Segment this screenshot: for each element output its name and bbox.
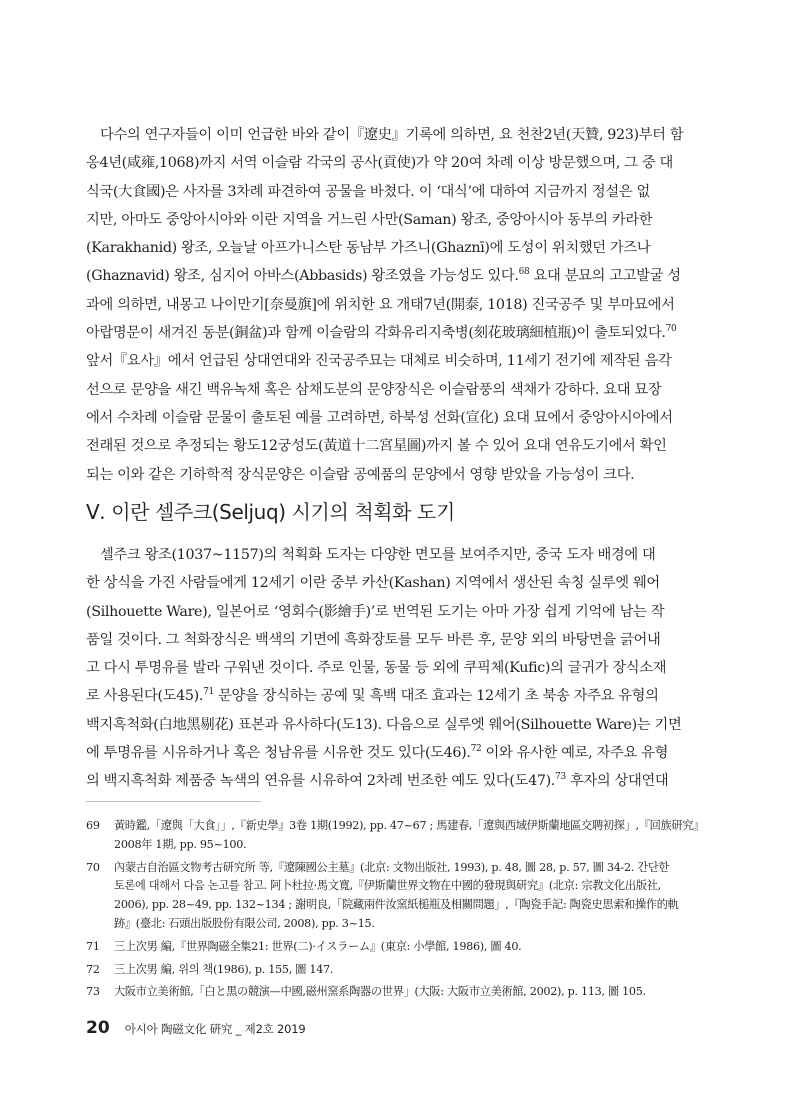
text-line: 고 다시 투명유를 발라 구워낸 것이다. 주로 인물, 동물 등 외에 쿠픽체(Kufic)의 글귀가 장식소재 (86, 660, 667, 677)
footnote-line: 黃時鑑,「遼與「大食」」,『新史學』3卷 1期(1992), pp. 47~67 ; 馬建春,「遼與西域伊斯蘭地區交聘初探」,『回族研究』 (114, 819, 705, 832)
footnote-ref-71[interactable]: 71 (203, 687, 214, 698)
text-segment: (Ghaznavid) 왕조, 심지어 아바스(Abbasids) 왕조였을 가능성도 있다. (86, 268, 519, 285)
footnote-line: 토론에 대해서 다음 논고를 참고. 阿卜杜拉·馬文寬,『伊斯蘭世界文物在中國的發現與研究』(北京: 宗教文化出版社, (114, 879, 661, 893)
footnote-number: 69 (86, 819, 100, 832)
footnote (86, 817, 716, 855)
footnote-line: 三上次男 編,『世界陶磁全集21: 世界(二)·イスラーム』(東京: 小學館, 1986), 圖 40. (114, 939, 522, 953)
footnote-line: 大阪市立美術館,「白と黒の競演—中國,磁州窯系陶器の世界」(大阪: 大阪市立美術館, 2002), p. 113, 圖 105. (114, 985, 646, 999)
text-line: 전래된 것으로 추정되는 황도12궁성도(黃道十二宮星圖)까지 볼 수 있어 요대 연유도기에서 확인 (86, 438, 667, 455)
text-line: 과에 의하면, 내몽고 나이만기[奈曼旗]에 위치한 요 개태7년(開泰, 1018) 진국공주 및 부마묘에서 (86, 296, 675, 313)
footnote (86, 938, 716, 957)
footnote-text (114, 961, 716, 980)
footnote-line: 三上次男 編, 위의 책(1986), p. 155, 圖 147. (114, 962, 334, 976)
page-footer (86, 1018, 306, 1038)
footnote-text (114, 859, 716, 934)
footnote-text (114, 817, 716, 855)
text-line (86, 319, 714, 347)
text-line (86, 682, 714, 710)
text-line: 지만, 아마도 중앙아시아와 이란 지역을 거느린 사만(Saman) 왕조, 중앙아시아 동부의 카라한 (86, 211, 653, 228)
footnote-line: 內蒙古自治區文物考古研究所 等,『遼陳國公主墓』(北京: 文物出版社, 1993), p. 48, 圖 28, p. 57, 圖 34-2. 간단한 (114, 860, 669, 874)
footnote (86, 983, 716, 1002)
text-line (86, 767, 714, 795)
journal-title: 아시아 陶磁文化 硏究 _ 제2호 2019 (124, 1022, 306, 1036)
footnote-text (114, 938, 716, 957)
footnote (86, 859, 716, 934)
footnote-number: 70 (86, 860, 100, 874)
text-line: 다수의 연구자들이 이미 언급한 바와 같이『遼史』기록에 의하면, 요 천찬2년(天贊, 923)부터 함 (100, 127, 684, 143)
body-paragraph-1 (86, 121, 714, 489)
footnote-ref-72[interactable]: 72 (470, 744, 482, 755)
text-line: (Karakhanid) 왕조, 오늘날 아프가니스탄 동남부 가즈니(Ghaznī)에 도성이 위치했던 가즈나 (86, 240, 651, 257)
footnote-line: 2008年 1期, pp. 95~100. (114, 837, 247, 851)
text-segment: 문양을 장식하는 공예 및 흑백 대조 효과는 12세기 초 북송 자주요 유형의 (213, 688, 659, 705)
footnotes (86, 817, 716, 1006)
footnote-number: 71 (86, 939, 100, 953)
body-paragraph-2 (86, 541, 714, 796)
text-line: 식국(大食國)은 사자를 3차례 파견하여 공물을 바쳤다. 이 ‘대식’에 대하여 지금까지 정설은 없 (86, 183, 650, 200)
text-line: 되는 이와 같은 기하학적 장식문양은 이슬람 공예품의 문양에서 영향 받았을 가능성이 크다. (86, 466, 635, 483)
text-segment: 아랍명문이 새겨진 동분(銅盆)과 함께 이슬람의 각화유리지축병(刻花玻璃細植瓶)이 출토되었다. (86, 325, 666, 342)
footnote-line: 2006), pp. 28~49, pp. 132~134 ; 謝明良,「院藏兩件汝窯紙槌瓶及相關問題」,『陶瓷手記: 陶瓷史思索和操作的軌 (114, 898, 679, 912)
section-heading: Ⅴ. 이란 셀주크(Seljuq) 시기의 척획화 도기 (86, 500, 455, 524)
footnote-text (114, 983, 716, 1002)
text-segment: 에 투명유를 시유하거나 혹은 청남유를 시유한 것도 있다(도46). (86, 745, 471, 762)
text-line: 옹4년(咸雍,1068)까지 서역 이슬람 각국의 공사(貢使)가 약 20여 차례 이상 방문했으며, 그 중 대 (86, 155, 674, 172)
text-line (86, 739, 714, 767)
text-segment: 의 백지흑척화 제품중 녹색의 연유를 시유하여 2차례 번조한 예도 있다(도47). (86, 773, 555, 790)
text-segment: 로 사용된다(도45). (86, 688, 204, 705)
text-line: 에서 수차례 이슬람 문물이 출토된 예를 고려하면, 하북성 선화(宣化) 요대 묘에서 중앙아시아에서 (86, 409, 673, 426)
page-number: 20 (86, 1018, 110, 1038)
footnote-ref-70[interactable]: 70 (665, 324, 677, 335)
text-line: 한 상식을 가진 사람들에게 12세기 이란 중부 카산(Kashan) 지역에서 생산된 속칭 실루엣 웨어 (86, 575, 660, 592)
text-line (86, 262, 714, 290)
text-segment: 후자의 상대연대 (565, 773, 669, 790)
text-line: (Silhouette Ware), 일본어로 ‘영회수(影繪手)’로 번역된 도기는 아마 가장 쉽게 기억에 남는 작 (86, 603, 665, 620)
text-segment: 이와 유사한 예로, 자주요 유형 (481, 745, 669, 762)
text-segment: 요대 분묘의 고고발굴 성 (529, 268, 681, 285)
footnote (86, 961, 716, 980)
footnote-ref-73[interactable]: 73 (555, 772, 566, 783)
text-line: 선으로 문양을 새긴 백유녹채 혹은 삼채도분의 문양장식은 이슬람풍의 색채가 강하다. 요대 묘장 (86, 381, 662, 398)
text-line: 셀주크 왕조(1037~1157)의 척획화 도자는 다양한 면모를 보여주지만, 중국 도자 배경에 대 (100, 547, 656, 563)
text-line: 품일 것이다. 그 척화장식은 백색의 기면에 흑화장토를 모두 바른 후, 문양 외의 바탕면을 긁어내 (86, 631, 661, 648)
text-line: 백지흑척화(白地黑剔花) 표본과 유사하다(도13). 다음으로 실루엣 웨어(Silhouette Ware)는 기면 (86, 716, 682, 733)
footnote-number: 72 (86, 962, 100, 976)
footnote-line: 跡』(臺北: 石頭出版股份有限公司, 2008), pp. 3~15. (114, 916, 375, 930)
text-line: 앞서『요사』에서 언급된 상대연대와 진국공주묘는 대체로 비슷하며, 11세기 전기에 제작된 음각 (86, 353, 672, 370)
footnote-number: 73 (86, 985, 100, 999)
footnote-ref-68[interactable]: 68 (518, 267, 530, 278)
footnote-divider (86, 801, 261, 802)
